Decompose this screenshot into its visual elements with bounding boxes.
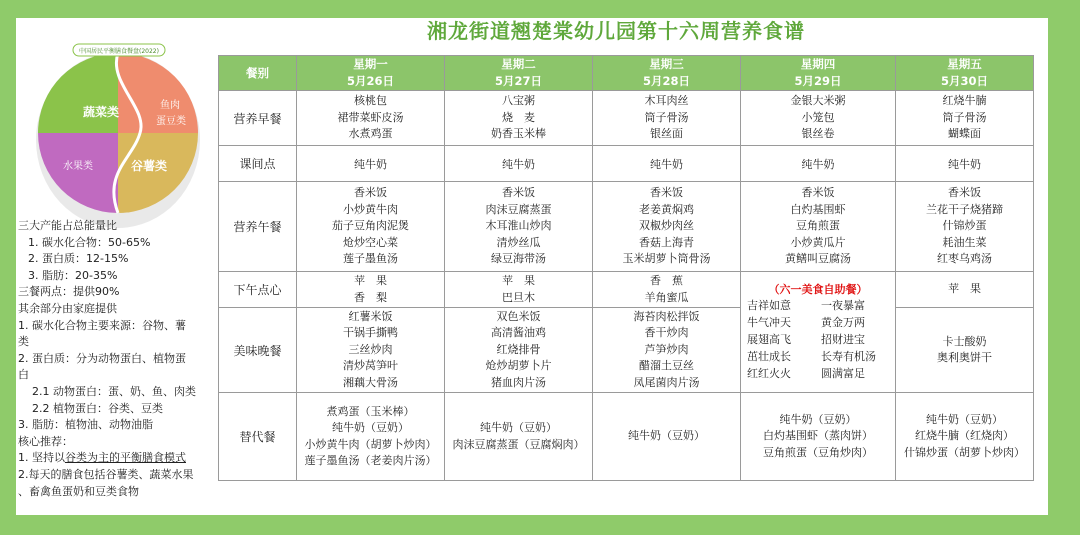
note-line: 3. 脂肪：植物油、动物油脂	[18, 418, 153, 432]
page-title: 湘龙街道翘楚棠幼儿园第十六周营养食谱	[427, 19, 805, 43]
dish-item: 香米饭	[948, 186, 981, 200]
menu-cell	[445, 182, 593, 272]
buffet-item: 牛气冲天	[747, 316, 791, 330]
dish-item: 海苔肉松拌饭	[633, 309, 700, 323]
note-line: 、畜禽鱼蛋奶和豆类食物	[18, 484, 139, 498]
day-name: 星期四	[741, 56, 896, 74]
dish-item: 金银大米粥	[790, 94, 846, 108]
meal-header: 餐别	[219, 56, 297, 91]
dish-item: 苹 果	[354, 274, 387, 287]
menu-cell	[445, 91, 593, 146]
segment-egg-bean: 蛋豆类	[156, 116, 186, 127]
menu-cell	[297, 308, 445, 393]
dish-item: 小炒黄瓜片	[790, 235, 846, 249]
note-line: 2. 蛋白质：分为动物蛋白、植物蛋	[18, 351, 186, 365]
dish-item: 红烧牛腩	[942, 94, 987, 108]
dish-item: 八宝粥	[502, 94, 535, 108]
note-line: 1. 碳水化合物主要来源：谷物、薯	[18, 318, 186, 332]
dish-item: 香菇上海青	[639, 235, 694, 249]
buffet-items	[741, 298, 895, 382]
menu-cell	[896, 182, 1034, 272]
menu-cell	[896, 393, 1034, 481]
note-line: 3. 脂肪：20-35%	[28, 268, 118, 282]
dish-item: 老姜黄焖鸡	[639, 202, 694, 216]
buffet-item: 长寿有机汤	[821, 350, 876, 364]
menu-cell	[297, 182, 445, 272]
menu-cell	[445, 393, 593, 481]
buffet-item: 黄金万两	[821, 316, 865, 330]
segment-vegetables: 蔬菜类	[83, 105, 120, 119]
note-line: 三餐两点：提供90%	[18, 285, 120, 299]
dish-item: 筒子骨汤	[644, 110, 689, 124]
dish-item: 茄子豆角肉泥煲	[332, 219, 409, 233]
dish-item: 什锦炒蛋（胡萝卜炒肉）	[904, 445, 1025, 459]
note-line: 1. 碳水化合物：50-65%	[28, 235, 151, 249]
dish-item: 炝炒空心菜	[343, 235, 398, 249]
buffet-item: 一夜暴富	[821, 299, 865, 313]
buffet-title: （六一美食自助餐）	[768, 282, 868, 296]
segment-meat: 鱼肉	[160, 100, 180, 111]
menu-cell	[297, 91, 445, 146]
row-snack-pm	[219, 272, 1034, 308]
dish-item: 纯牛奶（豆奶）	[926, 412, 1003, 426]
buffet-item: 圆满富足	[821, 367, 865, 381]
day-date: 5月28日	[593, 73, 741, 91]
dish-item: 肉沫豆腐蒸蛋（豆腐焖肉）	[452, 437, 585, 451]
dish-item: 香干炒肉	[644, 326, 689, 340]
row-breakfast	[219, 91, 1034, 146]
segment-fruit: 水果类	[63, 161, 93, 172]
dish-item: 香米饭	[650, 186, 683, 200]
meal-label: 课间点	[219, 146, 297, 182]
day-name: 星期五	[896, 56, 1034, 74]
dish-item: 香 梨	[354, 290, 387, 304]
menu-cell	[297, 272, 445, 308]
dish-item: 莲子墨鱼汤	[343, 252, 398, 266]
meal-label: 美味晚餐	[219, 308, 297, 393]
dish-item: 奥利奥饼干	[937, 351, 992, 364]
dish-item: 红烧排骨	[496, 342, 541, 356]
dish-item: 肉沫豆腐蒸蛋	[485, 202, 552, 216]
dish-item: 红薯米饭	[348, 309, 393, 323]
dish-item: 三丝炒肉	[348, 342, 393, 356]
note-line: 类	[18, 335, 29, 349]
menu-cell	[593, 393, 741, 481]
row-snack-am	[219, 146, 1034, 182]
dish-item: 银丝卷	[801, 127, 835, 141]
dish-item: 银丝面	[650, 127, 683, 141]
dish-item: 苹 果	[948, 282, 981, 296]
dish-item: 核桃包	[354, 94, 387, 108]
menu-cell: 纯牛奶	[445, 146, 593, 182]
dish-item: 双椒炒肉丝	[639, 219, 694, 233]
meal-label: 营养午餐	[219, 182, 297, 272]
dish-item: 香米饭	[354, 186, 387, 200]
buffet-item: 展翅高飞	[747, 333, 791, 347]
row-alternative	[219, 393, 1034, 481]
note-line: 三大产能占总能量比	[18, 219, 117, 232]
note-line: 2. 蛋白质：12-15%	[28, 252, 129, 266]
dish-item: 黄鳝叫豆腐汤	[785, 252, 851, 266]
menu-cell	[445, 308, 593, 393]
dish-item: 豆角煎蛋	[796, 219, 840, 233]
dish-item: 猪血肉片汤	[491, 375, 546, 389]
dish-item: 纯牛奶（豆奶）	[628, 429, 705, 443]
menu-cell	[297, 393, 445, 481]
dish-item: 芦笋炒肉	[644, 342, 689, 356]
note-line: 2.1 动物蛋白：蛋、奶、鱼、肉类	[32, 384, 196, 398]
buffet-item: 茁壮成长	[747, 350, 791, 364]
dish-item: 什锦炒蛋	[942, 219, 987, 233]
dish-item: 纯牛奶（豆奶）	[332, 421, 409, 434]
buffet-cell	[741, 272, 896, 393]
note-line: 2.2 植物蛋白：谷类、豆类	[32, 401, 163, 415]
dish-item: 香 蕉	[650, 274, 683, 287]
day-date: 5月30日	[896, 73, 1034, 91]
dish-item: 木耳淮山炒肉	[485, 219, 552, 233]
menu-cell	[741, 182, 896, 272]
menu-cell: 纯牛奶	[593, 146, 741, 182]
day-date: 5月26日	[297, 73, 445, 91]
diet-plate-badge: 中国居民平衡膳食餐盘(2022)	[79, 48, 159, 55]
dish-item: 筒子骨汤	[942, 110, 987, 124]
note-line: 其余部分由家庭提供	[18, 301, 117, 315]
menu-cell: 纯牛奶	[741, 146, 896, 182]
buffet-item: 吉祥如意	[747, 299, 791, 313]
dish-item: 兰花干子烧猪蹄	[926, 202, 1003, 216]
note-line: 1. 坚持以谷类为主的平衡膳食模式	[18, 451, 186, 465]
day-name: 星期一	[297, 56, 445, 74]
menu-cell	[741, 91, 896, 146]
dish-item: 小炒黄牛肉	[343, 202, 398, 216]
dish-item: 玉米胡萝卜筒骨汤	[622, 252, 711, 266]
dish-item: 高清酱油鸡	[491, 326, 546, 340]
dish-item: 湘藕大骨汤	[343, 375, 398, 389]
buffet-item: 招财进宝	[821, 333, 865, 347]
dish-item: 白灼基围虾	[790, 202, 846, 216]
dish-item: 木耳肉丝	[644, 94, 689, 108]
dish-item: 苹 果	[502, 274, 535, 287]
dish-item: 绿豆海带汤	[491, 252, 546, 266]
dish-item: 凤尾菌肉片汤	[633, 375, 700, 389]
dish-item: 清炒莴笋叶	[343, 359, 398, 373]
dish-item: 蝴蝶面	[948, 127, 981, 141]
menu-cell	[593, 182, 741, 272]
menu-cell: 纯牛奶	[896, 146, 1034, 182]
day-name: 星期二	[445, 56, 593, 74]
dish-item: 香米饭	[801, 186, 835, 200]
dish-item: 干锅手撕鸭	[343, 326, 398, 340]
menu-cell	[896, 272, 1034, 308]
diet-plate-graphic	[33, 18, 203, 233]
dish-item: 煮鸡蛋（玉米棒）	[326, 404, 415, 418]
dish-item: 炝炒胡萝卜片	[485, 359, 552, 373]
dish-item: 纯牛奶（豆奶）	[779, 412, 857, 426]
dish-item: 莲子墨鱼汤（老姜肉片汤）	[304, 454, 437, 467]
meal-label: 营养早餐	[219, 91, 297, 146]
dish-item: 小笼包	[801, 110, 835, 124]
note-line: 2.每天的膳食包括谷薯类、蔬菜水果	[18, 467, 194, 481]
day-date: 5月27日	[445, 73, 593, 91]
dish-item: 清炒丝瓜	[496, 235, 541, 249]
menu-cell	[593, 308, 741, 393]
menu-table	[218, 55, 1034, 481]
note-line: 核心推荐：	[18, 434, 73, 448]
dish-item: 小炒黄牛肉（胡萝卜炒肉）	[304, 437, 437, 451]
menu-cell	[593, 272, 741, 308]
dish-item: 红枣乌鸡汤	[937, 252, 992, 266]
dish-item: 卡士酸奶	[942, 334, 987, 348]
dish-item: 红烧牛腩（红烧肉）	[915, 429, 1014, 443]
menu-cell	[741, 393, 896, 481]
dish-item: 香米饭	[502, 186, 535, 200]
dish-item: 裙带菜虾皮汤	[337, 110, 404, 124]
dish-item: 耗油生菜	[942, 235, 987, 249]
dish-item: 巴旦木	[502, 290, 535, 304]
buffet-item: 红红火火	[747, 367, 791, 381]
menu-cell	[593, 91, 741, 146]
segment-grain: 谷薯类	[131, 159, 168, 173]
meal-label: 下午点心	[219, 272, 297, 308]
nutrition-notes	[18, 218, 218, 500]
dish-item: 水煮鸡蛋	[348, 127, 393, 141]
meal-label: 替代餐	[219, 393, 297, 481]
menu-cell	[445, 272, 593, 308]
day-name: 星期三	[593, 56, 741, 74]
dish-item: 豆角煎蛋（豆角炒肉）	[763, 445, 873, 459]
menu-cell	[896, 91, 1034, 146]
dish-item: 烧 麦	[502, 110, 535, 124]
dish-item: 纯牛奶（豆奶）	[480, 421, 557, 434]
note-line: 白	[18, 368, 29, 382]
row-dinner	[219, 308, 1034, 393]
day-date: 5月29日	[741, 73, 896, 91]
dish-item: 奶香玉米棒	[491, 127, 546, 141]
dish-item: 白灼基围虾（蒸肉饼）	[763, 429, 873, 443]
dish-item: 双色米饭	[496, 309, 541, 323]
menu-cell: 纯牛奶	[297, 146, 445, 182]
menu-cell	[896, 308, 1034, 393]
dish-item: 醋溜土豆丝	[639, 359, 694, 373]
dish-item: 羊角蜜瓜	[644, 290, 689, 304]
row-lunch	[219, 182, 1034, 272]
